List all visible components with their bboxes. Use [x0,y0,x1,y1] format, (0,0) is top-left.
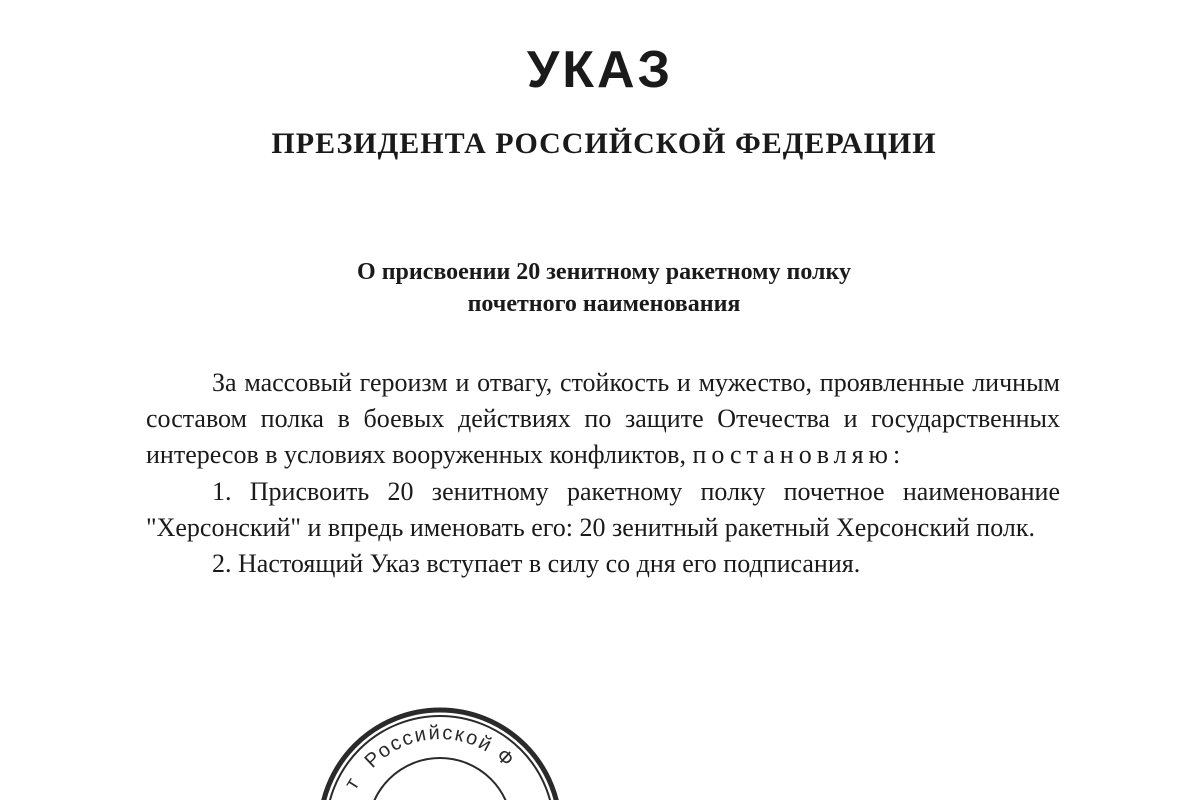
decree-body [146,365,1060,582]
decree-heading-line-1: О присвоении 20 зенитному ракетному полку [357,259,851,285]
decree-heading-line-2: почетного наименования [467,291,741,317]
decree-word: постановляю: [692,440,906,470]
decree-item-1: 1. Присвоить 20 зенитному ракетному полку почетное наименование "Херсонский" и впредь именовать его: 20 зенитный ракетный Херсонский полк. [146,476,1060,542]
seal-text: Российской Ф [360,721,520,773]
decree-preamble [146,365,1060,474]
state-emblem-icon [568,0,632,10]
decree-item-2: 2. Настоящий Указ вступает в силу со дня его подписания. [212,549,861,579]
document-title: УКАЗ [526,41,674,99]
document-subtitle: ПРЕЗИДЕНТА РОССИЙСКОЙ ФЕДЕРАЦИИ [271,127,937,160]
official-seal [315,705,565,800]
decree-heading [0,256,1200,320]
preamble-text: За массовый героизм и отвагу, стойкость и мужество, проявленные личным составом полка в боевых действиях по защите Отечества и государственных интересов в условиях вооруженных конфликтов, [146,368,1060,470]
seal-left-fragment: т [340,774,365,794]
